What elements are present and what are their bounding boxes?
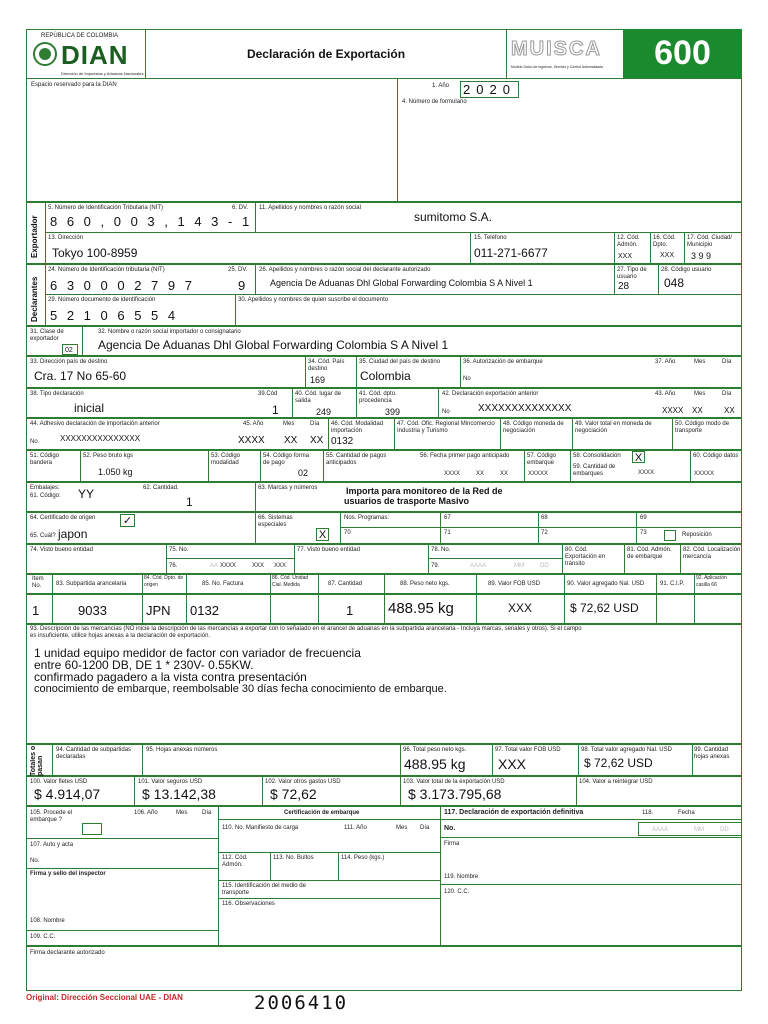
muisca-box <box>506 29 624 79</box>
f120-label: 120. C.C. <box>444 889 470 895</box>
item-subpartida: 9033 <box>78 603 107 618</box>
f52-label: 52. Peso bruto kgs <box>83 453 134 459</box>
f56-label: 56. Fecha primer pago anticipado <box>420 453 510 459</box>
f53-label: 53. Código modalidad <box>211 453 241 466</box>
exporter-class-label: 31. Clase de exportador <box>30 329 64 342</box>
f39-value[interactable]: 1 <box>272 403 279 417</box>
exporter-address-value[interactable]: Tokyo 100-8959 <box>52 246 138 260</box>
f45-year[interactable]: XXXX <box>238 435 265 446</box>
exporter-phone-value[interactable]: 011-271-6677 <box>474 246 548 260</box>
f61-value[interactable]: YY <box>78 487 95 501</box>
f76-month[interactable]: XXX <box>252 563 265 569</box>
f43-day[interactable]: XX <box>724 406 735 415</box>
f80-label: 80. Cód. Exportación en tránsito <box>565 547 606 567</box>
inspector-label: Firma y sello del inspector <box>30 871 106 877</box>
f111-mes: Mes <box>396 825 408 831</box>
f65-label: 65. Cuál? <box>30 533 56 539</box>
f34-label: 34. Cód. País destino <box>308 359 345 372</box>
bottom-section <box>26 806 742 946</box>
f97-label: 97. Total valor FOB USD <box>495 747 561 753</box>
f96-value[interactable]: 488.95 kg <box>404 756 466 772</box>
form-number-box <box>623 29 742 79</box>
dian-logo <box>33 42 57 66</box>
f74-label: 74. Visto bueno entidad <box>30 547 93 553</box>
f78-label: 78. No. <box>431 547 451 553</box>
f107-label: 107. Auto y acta <box>30 842 74 848</box>
f37-mes: Mes <box>694 359 706 365</box>
f60-label: 60. Código datos <box>693 453 739 459</box>
f52-value[interactable]: 1.050 kg <box>98 467 133 477</box>
f66-label: 66. Sistemas especiales <box>258 515 293 528</box>
header-logo-box <box>26 29 146 79</box>
f60-value[interactable]: XXXXX <box>694 471 715 477</box>
f43-mes: Mes <box>694 391 706 397</box>
f44-value[interactable]: XXXXXXXXXXXXXXX <box>60 434 141 443</box>
f116-label: 116. Observaciones <box>222 901 275 907</box>
col-89: 89. Valor FOB USD <box>488 581 540 587</box>
f100-label: 100. Valor fletes USD <box>30 779 88 785</box>
col-85: 85. No. Factura <box>202 581 244 587</box>
f62-value[interactable]: 1 <box>186 495 193 509</box>
form-title: Declaración de Exportación <box>246 47 406 61</box>
f77-label: 77. Visto bueno entidad <box>297 547 360 553</box>
program-70: 70 <box>344 530 351 536</box>
f42-label: 42. Declaración exportación anterior <box>442 391 539 397</box>
col-84: 84. Cód. Dpto. de origen <box>144 575 184 588</box>
reserved-space <box>26 78 398 202</box>
exporter-name-label: 11. Apellidos y nombres o razón social <box>259 205 361 211</box>
f118-label: 118. <box>642 810 654 816</box>
dian-wordmark: DIAN <box>61 40 129 70</box>
f54-label: 54. Código forma de pago <box>263 453 310 466</box>
item-dpto: JPN <box>146 603 171 618</box>
declarant-type-value[interactable]: 28 <box>618 281 630 292</box>
f56-year[interactable]: XXXX <box>444 471 461 477</box>
f44-label: 44. Adhesivo declaración de importación anterior <box>30 421 160 427</box>
reposicion-checkbox[interactable] <box>664 530 676 541</box>
f39-label: 39.Cód <box>258 391 278 397</box>
col-92: 92. Aplicación casilla 66 <box>696 575 727 588</box>
f55-label: 55. Cantidad de pagos anticipados <box>326 453 387 466</box>
embalajes-label: Embalajes: <box>30 485 60 491</box>
col-86: 86. Cód. Unidad Cial. Medida <box>272 575 309 588</box>
col-87: 87. Cantidad <box>328 581 363 587</box>
f113-label: 113. No. Bultos <box>273 855 314 861</box>
f40-label: 40. Cód. lugar de salida <box>295 391 342 404</box>
f101-value[interactable]: $ 13.142,38 <box>142 786 216 802</box>
f82-label: 82. Cód. Localización mercancía <box>683 547 741 560</box>
f95-label: 95. Hojas anexas números <box>146 747 218 753</box>
f44-no: No <box>30 439 38 445</box>
year-form-area <box>397 78 742 202</box>
f79-dd[interactable]: DD <box>540 563 549 569</box>
description-line-2: entre 60-1200 DB, DE 1 * 230V- 0.55KW. <box>34 658 254 672</box>
f59-value[interactable]: XXXX <box>638 470 655 476</box>
f47-label: 47. Cód. Ofic. Regional Mincomercio Industria y Turismo <box>397 421 495 434</box>
f35-label: 35. Ciudad del país de destino <box>359 359 441 365</box>
col-91: 91. C.I.P. <box>660 581 685 587</box>
form-number: 600 <box>654 34 711 72</box>
description-line-4: conocimiento de embarque, reembolsable 30 días fecha conocimiento de embarque. <box>34 683 447 695</box>
item-factura: 0132 <box>190 603 219 618</box>
reserved-label: Espacio reservado para la DIAN <box>31 82 117 88</box>
f104-label: 104. Valor a reintegrar USD <box>579 779 653 785</box>
f102-value[interactable]: $ 72,62 <box>270 786 317 802</box>
exporter-side-label: Exportador <box>30 215 39 258</box>
f117-label: 117. Declaración de exportación definitiva <box>444 809 584 816</box>
f103-value[interactable]: $ 3.173.795,68 <box>408 786 502 802</box>
f58-label: 58. Consolidación <box>573 453 621 459</box>
item-peso: 488.95 kg <box>388 600 454 617</box>
f76-placeholder: AA <box>210 563 219 569</box>
f81-label: 81. Cód. Admón. de embarque <box>627 547 672 560</box>
f40-value[interactable]: 249 <box>316 407 332 417</box>
col-90: 90. Valor agregado Nal. USD <box>567 581 645 587</box>
f102-label: 102. Valor otros gastos USD <box>265 779 341 785</box>
dian-logo-icon <box>39 48 51 60</box>
signature-label: Firma declarante autorizado <box>30 950 105 956</box>
header-title-box <box>145 29 507 79</box>
f76-year[interactable]: XXXX <box>220 563 237 569</box>
f57-value[interactable]: XXXXX <box>528 471 549 477</box>
f110-label: 110. No. Manifiesto de carga <box>222 825 299 831</box>
f37-dia: Día <box>722 359 732 365</box>
f38-label: 38. Tipo declaración <box>30 391 84 397</box>
f62-label: 62. Cantidad. <box>143 485 179 491</box>
f93-label-2: es insuficiente, utilice hojas anexas a la declaración de exportación. <box>30 633 211 639</box>
description-line-3: confirmado pagadero a la vista contra presentación <box>34 670 307 684</box>
program-73: 73 <box>640 530 647 536</box>
f16-value[interactable]: XXX <box>660 252 675 259</box>
cert-title: Certificación de embarque <box>284 810 360 816</box>
f45-label: 45. Año <box>243 421 264 427</box>
declarant-type-label: 27. Tipo de usuario <box>617 267 647 280</box>
exporter-name-value[interactable]: sumitomo S.A. <box>414 210 493 224</box>
signer-label: 30. Apellidos y nombres de quien suscribe el documento <box>238 297 389 303</box>
col-item: Item No. <box>32 576 44 589</box>
f64-checkbox[interactable]: ✓ <box>120 514 135 527</box>
f118-aaaa: AAAA <box>652 827 669 833</box>
declarant-dv-label: 25. DV. <box>228 267 248 273</box>
declarant-name-value[interactable]: Agencia De Aduanas Dhl Global Forwarding Colombia S A Nivel 1 <box>270 278 533 288</box>
f79-label: 79. <box>431 563 440 569</box>
f106-dia: Día <box>202 810 212 816</box>
program-67: 67 <box>444 515 451 521</box>
program-72: 72 <box>541 530 548 536</box>
f100-value[interactable]: $ 4.914,07 <box>34 786 101 802</box>
form-number-label: 4. Número de formulario <box>402 99 467 105</box>
f94-label: 94. Cantidad de subpartidas declaradas <box>56 747 132 760</box>
year-value[interactable]: 2020 <box>460 81 519 98</box>
programs-label: Nos. Programas: <box>344 515 390 521</box>
dest-addr-label: 33. Dirección país de destino <box>30 359 108 365</box>
item-no: 1 <box>32 603 40 618</box>
f115-label: 115. Identificación del medio de transporte <box>222 883 306 896</box>
exporter-class-value: 02 <box>65 347 73 354</box>
totals-side-label: Totales o pasan <box>30 745 44 776</box>
f76-day[interactable]: XXX <box>274 563 287 569</box>
exporter-phone-label: 15. Teléfono <box>474 235 507 241</box>
f65-value[interactable]: japon <box>58 527 88 541</box>
f108-label: 108. Nombre <box>30 918 65 924</box>
declarant-doc-value[interactable]: 5 2 1 0 6 5 5 4 <box>50 308 179 323</box>
f76-label: 76. <box>169 563 178 569</box>
f36-no: No <box>463 376 471 382</box>
f12-value[interactable]: XXX <box>618 253 633 260</box>
description-line-1: 1 unidad equipo medidor de factor con variador de frecuencia <box>34 646 361 660</box>
f34-value[interactable]: 169 <box>310 375 326 385</box>
f96-label: 96. Total peso neto kgs. <box>403 747 467 753</box>
declarant-code-value[interactable]: 048 <box>664 276 685 290</box>
f117-no: No. <box>444 825 456 832</box>
declarant-code-label: 28. Código usuario <box>661 267 712 273</box>
f54-value[interactable]: 02 <box>298 468 309 478</box>
declarant-dv-value[interactable]: 9 <box>238 278 249 293</box>
program-68: 68 <box>541 515 548 521</box>
f106-label: 106. Año <box>134 810 158 816</box>
dest-addr-value[interactable]: Cra. 17 No 65-60 <box>34 369 127 383</box>
f101-label: 101. Valor seguros USD <box>138 779 203 785</box>
importer-name-label: 32. Nombre o razón social importador o consignatario <box>98 329 241 335</box>
f111-label: 111. Año <box>344 825 367 831</box>
f105-box[interactable] <box>82 823 102 835</box>
importer-name-value[interactable]: Agencia De Aduanas Dhl Global Forwarding Colombia S A Nivel 1 <box>98 338 449 352</box>
f98-label: 98. Total valor agregado Nal. USD <box>581 747 672 753</box>
f46-label: 46. Cód. Modalidad importación <box>331 421 384 434</box>
f45-month[interactable]: XX <box>284 435 298 446</box>
f103-label: 103. Valor total de la exportación USD <box>403 779 505 785</box>
declarant-doc-label: 29. Número documento de identificación <box>48 297 156 303</box>
f42-no: No <box>442 409 450 415</box>
f118-mm: MM <box>694 827 704 833</box>
f51-label: 51. Código bandera <box>30 453 60 466</box>
f63-value-2[interactable]: usuarios de trasporte Masivo <box>344 496 470 506</box>
f35-value[interactable]: Colombia <box>360 369 411 383</box>
f50-label: 50. Código modo de transporte <box>675 421 730 434</box>
item-fob: XXX <box>508 601 533 615</box>
exporter-dv-label: 6. DV. <box>232 205 249 211</box>
exporter-address-label: 13. Dirección <box>48 235 84 241</box>
f36-label: 36. Autorización de embarque <box>463 359 543 365</box>
f48-label: 48. Código moneda de negociación <box>503 421 564 434</box>
f16-label: 16. Cód. Dpto. <box>653 235 676 248</box>
f111-dia: Día <box>420 825 430 831</box>
col-88: 88. Peso neto kgs. <box>400 581 450 587</box>
dian-subtitle: Dirección de Impuestos y Aduanas Nacionales <box>61 71 144 76</box>
f38-value[interactable]: inicial <box>74 401 105 415</box>
declarant-name-label: 26. Apellidos y nombres o razón social del declarante autorizado <box>259 267 431 273</box>
footer-number: 2006410 <box>254 992 349 1014</box>
f56-month[interactable]: XX <box>476 471 485 477</box>
f58-check[interactable]: X <box>632 451 645 463</box>
f37-label: 37. Año <box>655 359 676 365</box>
f17-value[interactable]: 3 9 9 <box>691 251 712 261</box>
item-agregado: $ 72,62 USD <box>570 601 639 615</box>
f43-dia: Día <box>722 391 732 397</box>
f93-label-1: 93. Descripción de las mercancías (NO inicie la descripción de las mercancías a exportar con lo señalado en el arancel de aduanas en la subpartida arancelaria - Incluya marcas, seriales y otros). Si el campo <box>30 626 582 632</box>
f97-value[interactable]: XXX <box>498 756 527 772</box>
exporter-class-box[interactable] <box>62 344 78 355</box>
f119-label: 119. Nombre <box>444 874 479 880</box>
f114-label: 114. Peso (kgs.) <box>341 855 385 861</box>
reposicion-label: Reposición <box>682 532 712 538</box>
f49-label: 49. Valor total en moneda de negociación <box>575 421 652 434</box>
declarant-nit-label: 24. Número de Identificación tributaria (NIT) <box>48 267 165 273</box>
f63-label: 63. Marcas y números <box>258 485 318 491</box>
firma-label: Firma <box>444 841 460 847</box>
declarant-nit-value[interactable]: 6 3 0 0 0 2 7 9 7 <box>50 278 195 293</box>
f75-label: 75. No. <box>169 547 189 553</box>
f99-label: 99. Cantidad hojas anexas <box>694 747 730 760</box>
item-cantidad: 1 <box>346 603 354 618</box>
f43-label: 43. Año <box>655 391 676 397</box>
f109-label: 109. C.C. <box>30 934 56 940</box>
signature-row[interactable] <box>26 946 742 991</box>
f57-label: 57. Código embarque <box>527 453 557 466</box>
f41-label: 41. Cód. dpto. procedencia <box>359 391 397 404</box>
col-83: 83. Subpartida arancelaria <box>56 581 127 587</box>
muisca-logo: MUISCA <box>511 38 602 60</box>
f64-label: 64. Certificado de origen <box>30 515 96 521</box>
muisca-subtitle: Modelo Único de Ingresos, Servicio y Control Automatizado <box>511 65 604 69</box>
program-69: 69 <box>640 515 647 521</box>
exporter-nit-value[interactable]: 8 6 0 , 0 0 3 , 1 4 3 - 1 <box>50 214 253 229</box>
f105-label: 105. Procede el embarque ? <box>30 810 73 823</box>
f79-aaaa[interactable]: AAAA <box>470 563 487 569</box>
f106-mes: Mes <box>176 810 188 816</box>
republic-label: REPÚBLICA DE COLOMBIA <box>41 33 119 39</box>
exporter-nit-label: 5. Número de Identificación Tributaria (NIT) <box>48 205 164 211</box>
f59-label: 59. Cantidad de embarques <box>573 464 616 477</box>
f43-year[interactable]: XXXX <box>662 406 684 415</box>
f63-value-1[interactable]: Importa para monitoreo de la Red de <box>346 486 503 496</box>
f42-value[interactable]: XXXXXXXXXXXXXX <box>478 403 572 414</box>
f61-label: 61. Código: <box>30 493 61 499</box>
f41-value[interactable]: 399 <box>385 407 401 417</box>
fecha-label: Fecha <box>678 810 695 816</box>
f45-dia: Día <box>310 421 320 427</box>
f17-label: 17. Cód. Ciudad/ Municipio <box>687 235 733 248</box>
footer-original: Original: Dirección Seccional UAE - DIAN <box>26 993 183 1002</box>
f56-day[interactable]: XX <box>500 471 509 477</box>
f45-mes: Mes <box>283 421 295 427</box>
declarant-side-label: Declarantes <box>30 276 39 322</box>
program-71: 71 <box>444 530 451 536</box>
f12-label: 12. Cód. Admón. <box>617 235 640 248</box>
f118-dd: DD <box>720 827 729 833</box>
f46-value[interactable]: 0132 <box>331 436 354 447</box>
f98-value[interactable]: $ 72,62 USD <box>584 756 653 770</box>
f66-checkbox[interactable]: X <box>316 528 329 541</box>
year-label: 1. Año <box>432 83 450 89</box>
f43-month[interactable]: XX <box>692 406 703 415</box>
f107-no: No. <box>30 858 40 864</box>
f79-mm[interactable]: MM <box>514 563 524 569</box>
f45-day[interactable]: XX <box>310 435 324 446</box>
f112-label: 112. Cód. Admón. <box>222 855 248 868</box>
